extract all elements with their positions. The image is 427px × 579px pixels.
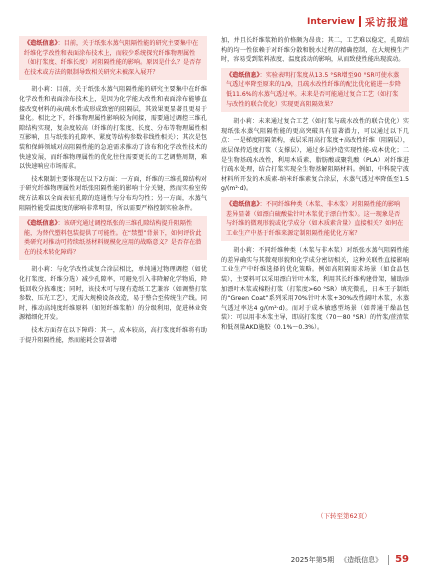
answer-2-continued: 加，并且长纤维浆粕的价格颇为昂贵；其二，工艺难以稳定，孔隙结构的均一性依赖于对纤维分散和脱水过程的精确控制，在大规模生产时，容易受到浆料浓度、温度波动的影响，从而致使性能出现波动。 [221,37,409,64]
answer-1-paragraph-1: 胡小莉：目前，关于纸张水蒸气阻隔性能的研究主要集中在纤维化学改性和表面涂布技术上，是因为化学能大改性和表面涂布能够直接改变材料的亲/疏水性或形成致密的阻隔层，其效果更显著且更易于量化。相比之下，纤维物理属性影响较为间接，需要通过调控三维孔隙结构实现，复杂度较高（纤维的打浆度、长度、分布等物理属性相互影响，且与纸张的孔隙率、紧度等结构参数非线性相关）；其次是包装和保鲜领域对高阻隔性能的急迫需求推动了涂布和化学改性技术的快速发展，而纤维物理属性的优化往往需要更长的工艺调整周期，难以快速响应市场需求。 [19,86,207,171]
page-header [307,14,409,29]
left-column [19,36,207,348]
header-divider [359,16,361,27]
question-1-tag: 《造纸信息》 [24,40,58,47]
answer-2-paragraph-2: 技术方面存在以下障碍：其一，成本较高，高打浆度纤维将有助于提升阻隔性能，然而能耗会显著增 [19,327,207,344]
answer-3-paragraph-1: 胡小莉：未来通过复合工艺（如打浆与疏水改性的联合优化）实现纸张水蒸气阻隔性能的更高突破具有显著潜力，可以通过以下几点：一是梯度阻隔架构，表层采用高打浆度+高改性纤维（阻隔层），底层保持适度打浆（支撑层），通过多层抄造实现性能-成本优化；二是生物基疏水改性，利用木质素、脂肪酸或聚乳酸（PLA）对纤维进行疏水处理，结合打浆实现全生物基解阻隔材料。例如，中科院宁波材料所开发的木质素-纳米纤维素复合涂层，水蒸气透过率降低至1.5 g/(m²·d)。 [221,118,409,193]
page-footer [291,554,409,565]
question-3 [221,68,409,112]
question-2-text: ：该研究通过调控纸张的三维孔隙结构提升阻隔性能，为替代塑料包装提供了可能性。在“禁塑”背景下，如何评价此类研究对推动可持续纸基材料规模化应用的战略意义？是否存在潜在的技术转化障碍？ [24,220,202,256]
question-3-text: ：实验表明打浆度从13.5 °SR增至90 °SR可使水蒸气透过率降至原来的1/9，且疏水改性纤维的配比优化能进一步降低11.6%的水蒸气透过率。未来是否可能通过复合工艺（如打浆与改性的联合优化）实现更高阻隔效果？ [226,71,401,108]
section-en: Interview [307,16,355,27]
answer-4-paragraph-1: 胡小莉：不同纤维种类（木浆与非木浆）对纸张水蒸气阻隔性能的差异确实与其微观形貌和化学成分密切相关，这种关联性直接影响工业生产中纤维选择的优化策略。例如高阻隔需求场景（如食品包装），主要料可以采用漂白针叶木浆，利用其长纤维构建骨架，辅助添加漂叶木浆或棉粉打浆（打浆度>60 °SR）填充微孔，日本王子制纸的“Green Coat”系列采用70%针叶木浆+30%改性阔叶木浆，水蒸气透过率达4 g/(m²·d)。而对于成本敏感型场景（如普通干燥品包装）：可以用非木浆主导，即高打浆度（70～80 °SR）的竹浆/蔗渣浆和低剂量AKD施胶（0.1%～0.3%）。 [221,247,409,332]
journal-name: 《造纸信息》 [340,555,383,564]
continued-note: （下转至第62页） [317,512,371,520]
question-3-tag: 《造纸信息》 [226,71,260,79]
question-4-text: ：不同纤维种类（木浆、非木浆）对阻隔性能的影响差异显著（如漂白硫酸盐针叶木浆优于漂白竹浆）。这一现象是否与纤维的微观形貌或化学成分（如木质素含量）直接相关？如何在工业生产中基于纤维来源定制阻隔性能优化方案？ [226,200,404,237]
question-4 [221,197,409,241]
question-1 [19,36,207,80]
answer-1-paragraph-2: 技术限制主要体现在以下2方面：一方面，纤维的三维孔隙结构对于研究纤维物理属性对纸张阻隔性能的影响十分关键，然而实验室传统方法难以全面表征孔隙的连通性与分布均匀性；另一方面，水蒸气阻隔性能受温度度的影响非常明显，所以需要严格控制实验条件。 [19,175,207,212]
question-1-text: ：目前，关于纸张水蒸气阻隔性能的研究主要集中在纤维化学改性和表面涂布技术上，而较少系统探究纤维物理属性（如打浆度、纤维长度）对阻隔性能的影响。原因是什么？是否存在技术或方法的限制导致相关研究未被深入展开？ [24,40,202,76]
page-number: 59 [395,554,409,565]
answer-2-paragraph-1: 胡小莉：与化学改性或复合涂层相比，单纯通过物理调控（如优化打浆度、纤维分选）减少孔隙率，可避免引入非降解化学物质，降低回收分拣难度；同时，该技术可与现有造纸工艺兼容（如调整打浆参数、压光工艺），无需大规模设备改造，易于整合至传统生产线。同时，推动高纯度纤维原料（如短纤维浆粕）的分级利用，促进林业资源精细化开发。 [19,266,207,322]
question-4-tag: 《造纸信息》 [226,200,260,208]
section-cn: 采访报道 [365,18,409,29]
issue-label: 2025年第5期 [290,555,335,564]
question-2-tag: 《造纸信息》 [24,220,58,228]
question-2 [19,216,207,260]
right-column [221,36,409,336]
footer-divider [388,555,389,565]
